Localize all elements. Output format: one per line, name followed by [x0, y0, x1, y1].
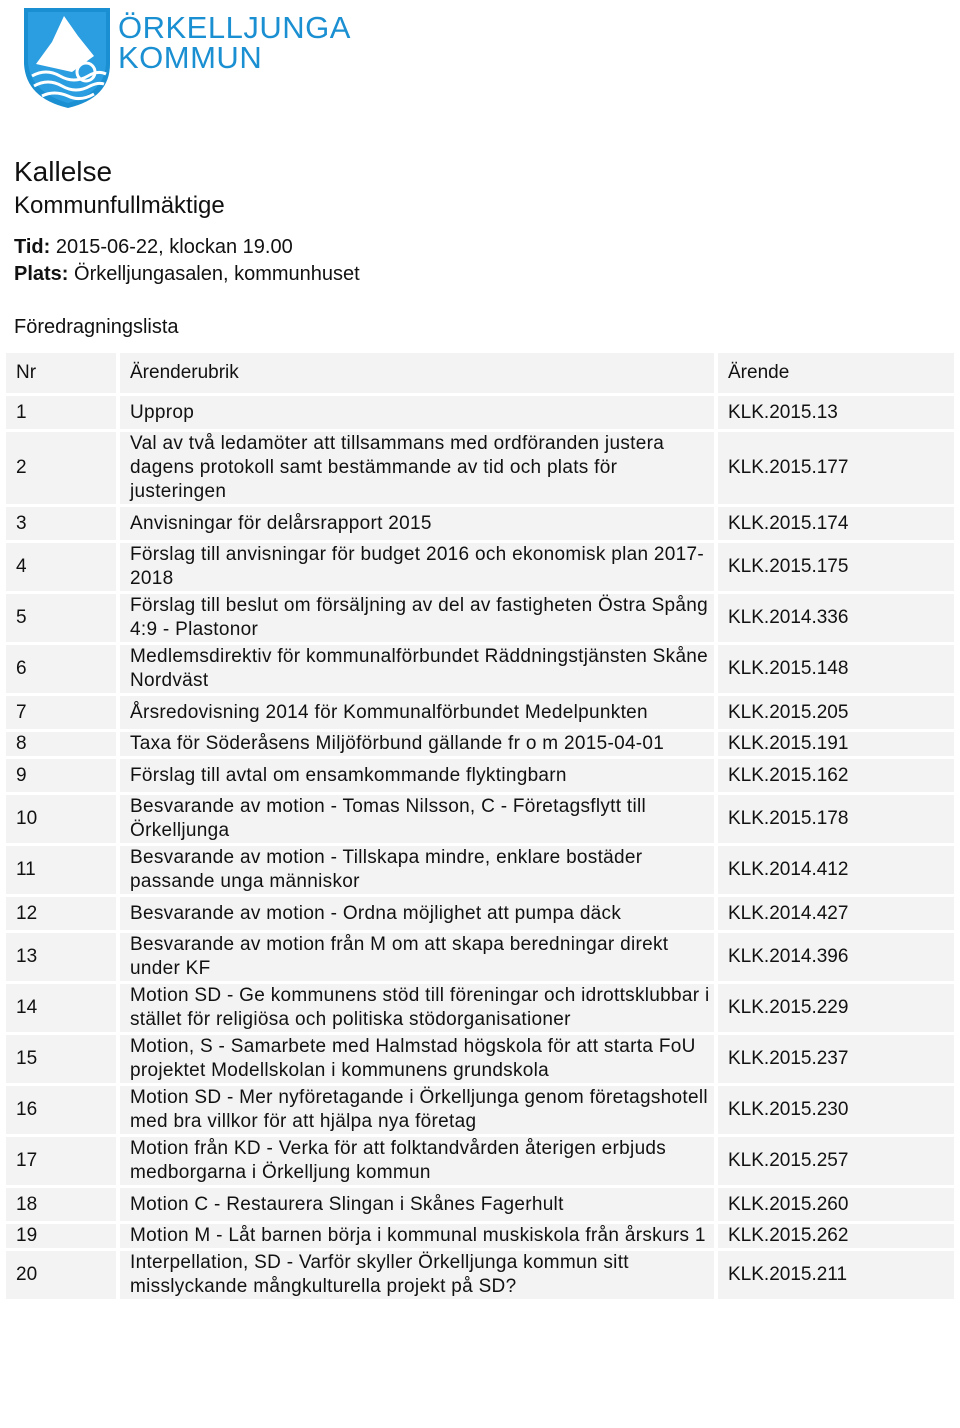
agenda-row	[6, 1137, 954, 1185]
row-subject: Motion SD - Ge kommunens stöd till föreningar och idrottsklubbar i stället för religiösa och politiska stödorganisationer	[120, 984, 714, 1032]
row-number: 17	[6, 1137, 116, 1185]
row-case-number: KLK.2015.175	[718, 543, 954, 591]
row-number: 15	[6, 1035, 116, 1083]
row-number: 4	[6, 543, 116, 591]
row-subject: Förslag till beslut om försäljning av del av fastigheten Östra Spång 4:9 - Plastonor	[120, 594, 714, 642]
column-header-nr: Nr	[6, 353, 116, 393]
row-subject: Förslag till avtal om ensamkommande flyktingbarn	[120, 759, 714, 792]
meeting-time-value: 2015-06-22, klockan 19.00	[50, 236, 293, 258]
logo-text-line2: KOMMUN	[118, 40, 263, 75]
meeting-time-label: Tid:	[14, 236, 51, 258]
agenda-row	[6, 1224, 954, 1248]
row-case-number: KLK.2015.260	[718, 1188, 954, 1221]
agenda-row	[6, 507, 954, 540]
row-number: 16	[6, 1086, 116, 1134]
agenda-row	[6, 759, 954, 792]
agenda-row	[6, 696, 954, 729]
row-subject: Anvisningar för delårsrapport 2015	[120, 507, 714, 540]
agenda-table	[2, 350, 958, 1302]
row-case-number: KLK.2014.336	[718, 594, 954, 642]
row-case-number: KLK.2014.396	[718, 933, 954, 981]
row-subject: Val av två ledamöter att tillsammans med ordföranden justera dagens protokoll samt bestämmande av tid och plats för justeringen	[120, 432, 714, 504]
row-subject: Motion C - Restaurera Slingan i Skånes Fagerhult	[120, 1188, 714, 1221]
row-case-number: KLK.2015.262	[718, 1224, 954, 1248]
agenda-row	[6, 897, 954, 930]
row-number: 2	[6, 432, 116, 504]
agenda-row	[6, 543, 954, 591]
agenda-row	[6, 795, 954, 843]
row-subject: Upprop	[120, 396, 714, 429]
row-subject: Medlemsdirektiv för kommunalförbundet Räddningstjänsten Skåne Nordväst	[120, 645, 714, 693]
row-number: 18	[6, 1188, 116, 1221]
agenda-row	[6, 1086, 954, 1134]
row-subject: Interpellation, SD - Varför skyller Örkelljunga kommun sitt misslyckande mångkulturella projekt på SD?	[120, 1251, 714, 1299]
document-title: Kallelse	[14, 156, 113, 187]
logo-text-line1: ÖRKELLJUNGA	[118, 10, 351, 45]
row-number: 8	[6, 732, 116, 756]
row-number: 3	[6, 507, 116, 540]
agenda-row	[6, 933, 954, 981]
row-case-number: KLK.2015.13	[718, 396, 954, 429]
row-case-number: KLK.2015.174	[718, 507, 954, 540]
row-case-number: KLK.2015.237	[718, 1035, 954, 1083]
agenda-table-body	[6, 353, 954, 1299]
row-subject: Besvarande av motion - Tomas Nilsson, C - Företagsflytt till Örkelljunga	[120, 795, 714, 843]
row-subject: Motion M - Låt barnen börja i kommunal muskiskola från årskurs 1	[120, 1224, 714, 1248]
column-header-arende: Ärende	[718, 353, 954, 393]
agenda-heading: Föredragningslista	[14, 316, 179, 338]
row-case-number: KLK.2015.191	[718, 732, 954, 756]
municipality-logo	[22, 6, 351, 110]
row-subject: Årsredovisning 2014 för Kommunalförbundet Medelpunkten	[120, 696, 714, 729]
agenda-row	[6, 1188, 954, 1221]
row-case-number: KLK.2014.412	[718, 846, 954, 894]
agenda-row	[6, 432, 954, 504]
row-number: 11	[6, 846, 116, 894]
agenda-row	[6, 594, 954, 642]
agenda-row	[6, 984, 954, 1032]
row-subject: Motion från KD - Verka för att folktandvården återigen erbjuds medborgarna i Örkelljung kommun	[120, 1137, 714, 1185]
row-subject: Förslag till anvisningar för budget 2016 och ekonomisk plan 2017-2018	[120, 543, 714, 591]
agenda-header-row	[6, 353, 954, 393]
row-number: 20	[6, 1251, 116, 1299]
agenda-row	[6, 732, 954, 756]
orkelljunga-coat-of-arms-icon	[22, 6, 114, 110]
row-case-number: KLK.2015.205	[718, 696, 954, 729]
row-number: 13	[6, 933, 116, 981]
document-subtitle: Kommunfullmäktige	[14, 192, 225, 219]
agenda-row	[6, 1251, 954, 1299]
row-case-number: KLK.2015.257	[718, 1137, 954, 1185]
row-number: 6	[6, 645, 116, 693]
row-number: 5	[6, 594, 116, 642]
row-number: 1	[6, 396, 116, 429]
row-case-number: KLK.2015.148	[718, 645, 954, 693]
row-case-number: KLK.2014.427	[718, 897, 954, 930]
agenda-row	[6, 645, 954, 693]
row-subject: Taxa för Söderåsens Miljöförbund gällande fr o m 2015-04-01	[120, 732, 714, 756]
row-number: 10	[6, 795, 116, 843]
meeting-time	[14, 235, 293, 259]
row-subject: Besvarande av motion från M om att skapa beredningar direkt under KF	[120, 933, 714, 981]
agenda-row	[6, 846, 954, 894]
meeting-place-label: Plats:	[14, 263, 69, 285]
row-number: 14	[6, 984, 116, 1032]
column-header-subject: Ärenderubrik	[120, 353, 714, 393]
row-number: 19	[6, 1224, 116, 1248]
row-number: 9	[6, 759, 116, 792]
meeting-place-value: Örkelljungasalen, kommunhuset	[68, 263, 360, 285]
row-case-number: KLK.2015.230	[718, 1086, 954, 1134]
row-subject: Motion, S - Samarbete med Halmstad högskola för att starta FoU projektet Modellskolan i kommunens grundskola	[120, 1035, 714, 1083]
agenda-row	[6, 396, 954, 429]
meeting-place	[14, 262, 360, 286]
row-case-number: KLK.2015.177	[718, 432, 954, 504]
row-number: 7	[6, 696, 116, 729]
row-case-number: KLK.2015.162	[718, 759, 954, 792]
row-subject: Besvarande av motion - Ordna möjlighet att pumpa däck	[120, 897, 714, 930]
row-subject: Motion SD - Mer nyföretagande i Örkelljunga genom företagshotell med bra villkor för att hjälpa nya företag	[120, 1086, 714, 1134]
row-number: 12	[6, 897, 116, 930]
agenda-row	[6, 1035, 954, 1083]
row-case-number: KLK.2015.229	[718, 984, 954, 1032]
row-case-number: KLK.2015.178	[718, 795, 954, 843]
row-subject: Besvarande av motion - Tillskapa mindre, enklare bostäder passande unga människor	[120, 846, 714, 894]
row-case-number: KLK.2015.211	[718, 1251, 954, 1299]
